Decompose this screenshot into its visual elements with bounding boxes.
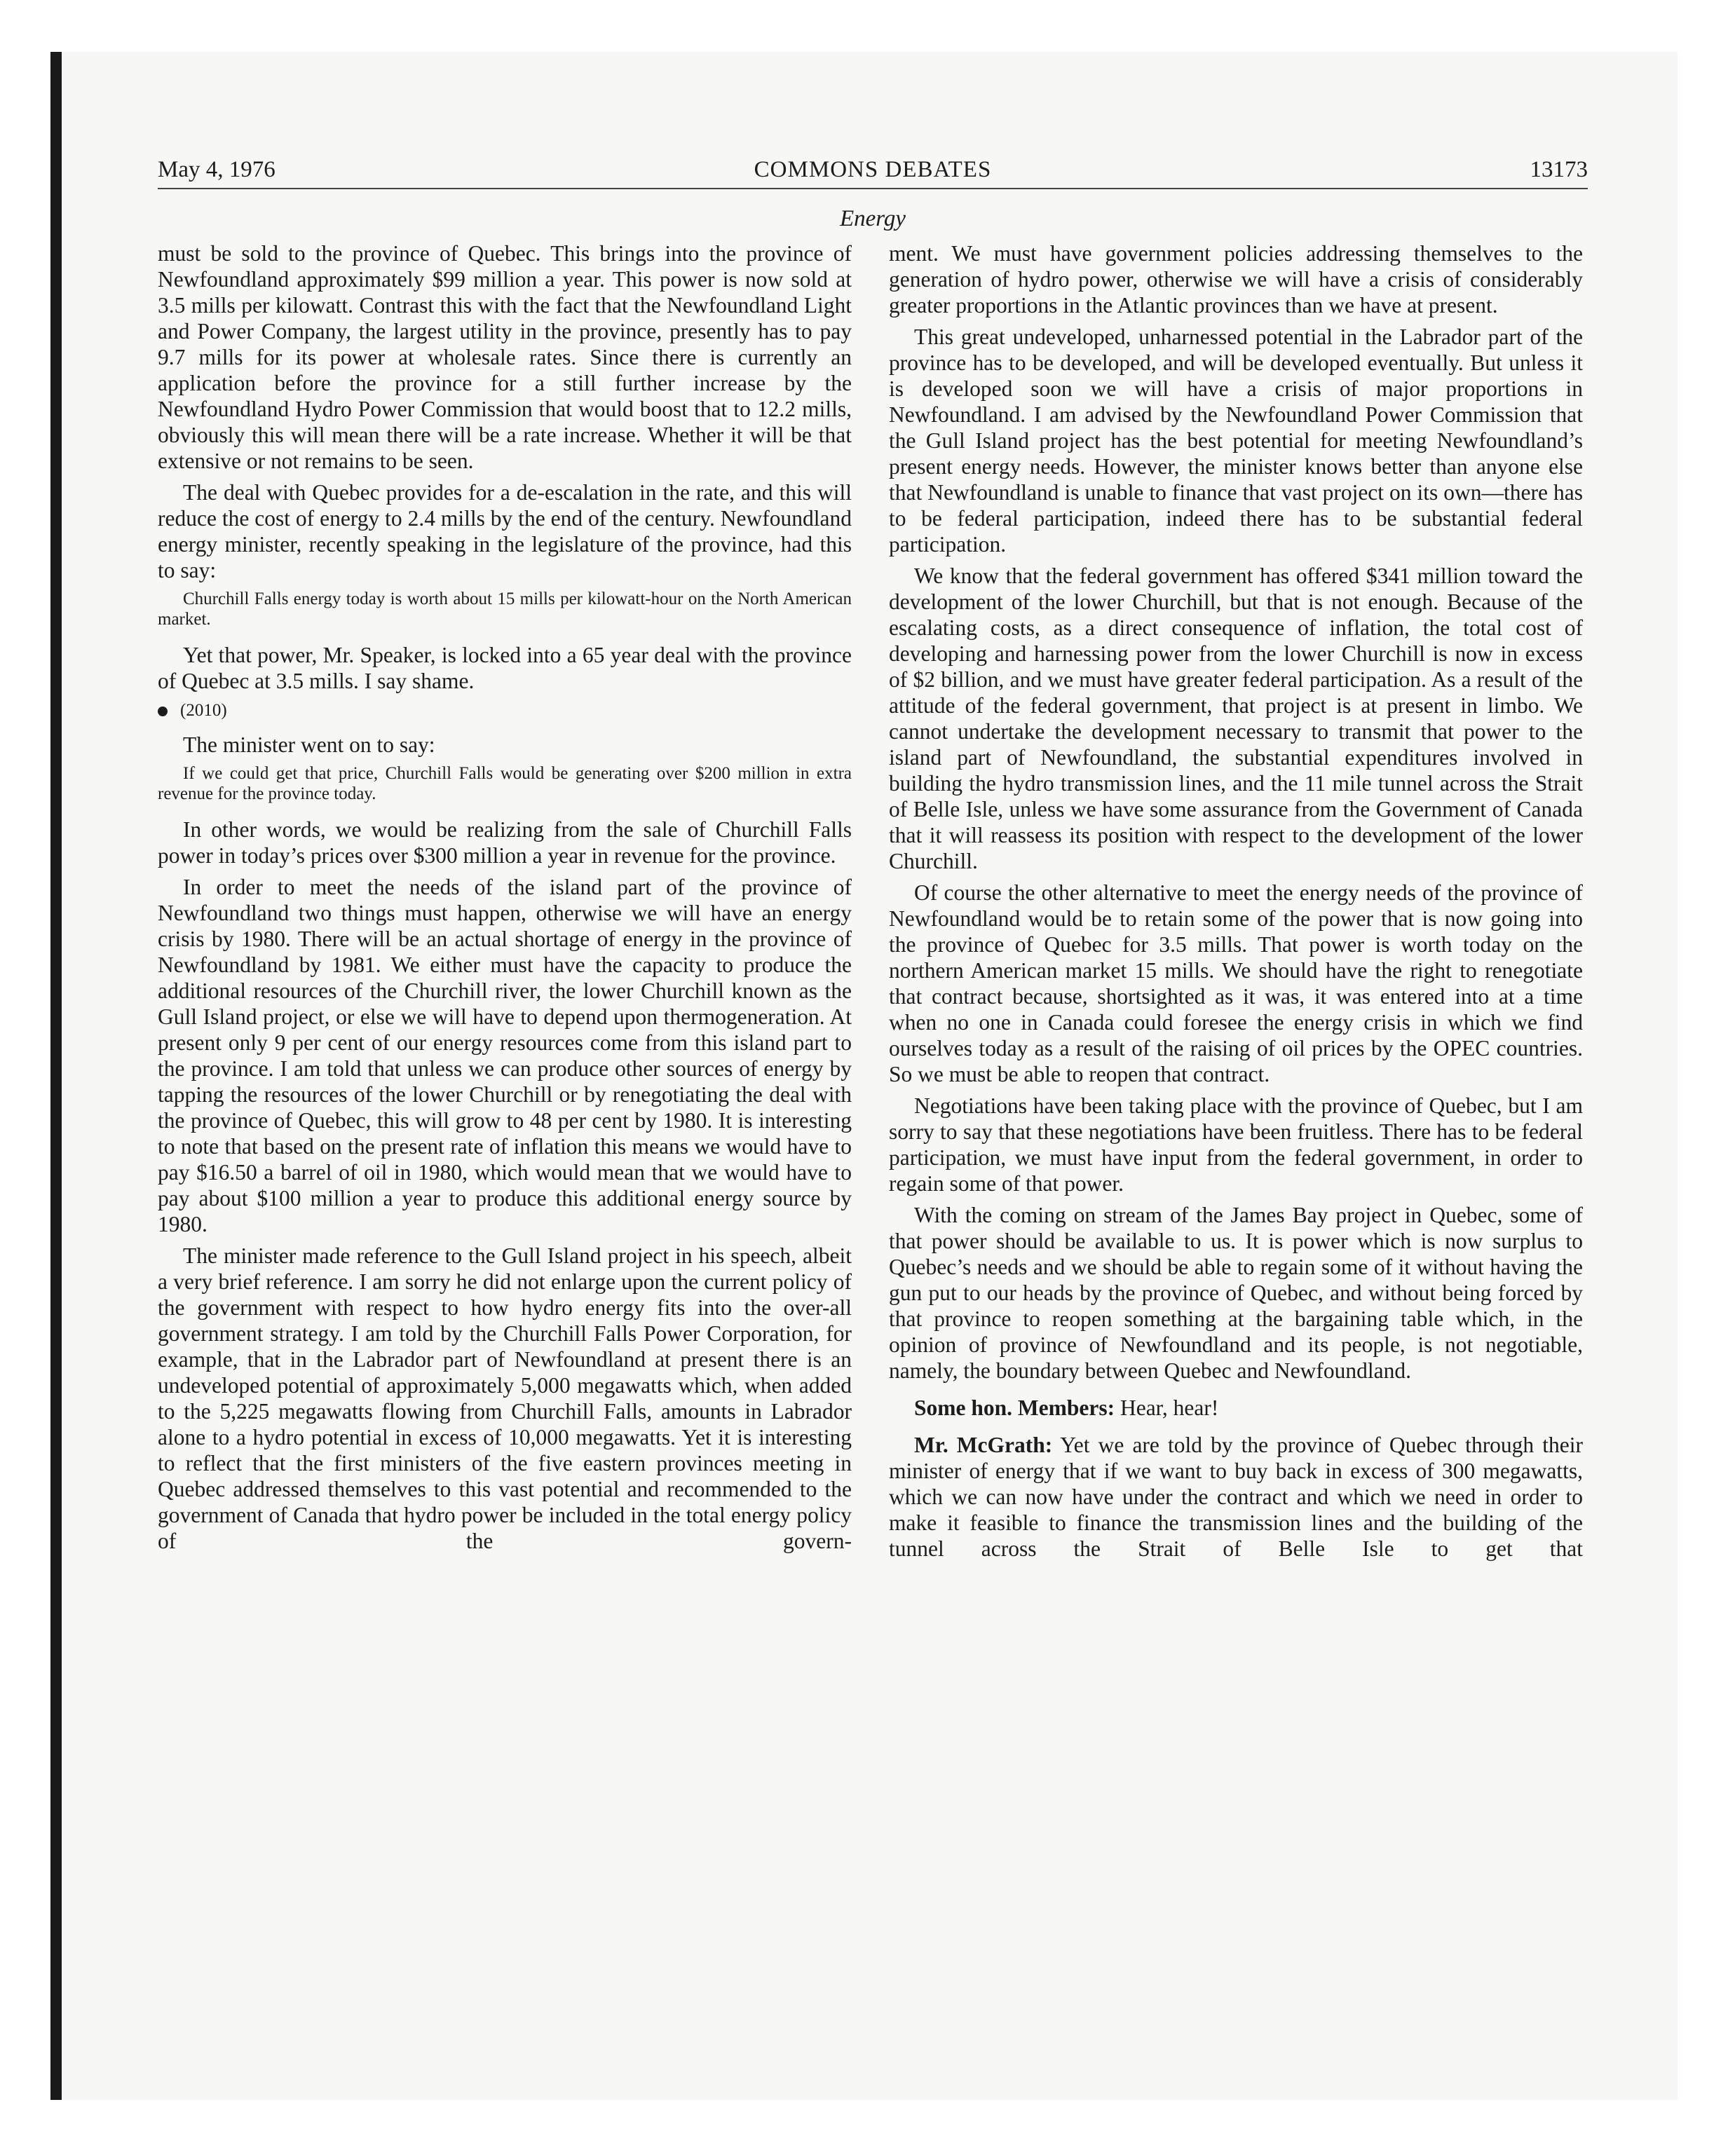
paragraph: We know that the federal government has offered $341 million toward the development of the lower Churchill, but that is not enough. Because of the escalating costs, as a direct consequence of inflation, the total cost of developing and harnessing power from the lower Churchill is now in excess of $2 billion, and we must have greater federal participation. As a result of the attitude of the federal government, that project is at present in limbo. We cannot undertake the development necessary to transmit that power to the island part of Newfoundland, the substantial expenditures involved in building the hydro transmission lines, and the 11 mile tunnel across the Strait of Belle Isle, unless we have some assurance from the Government of Canada that it will reassess its position with respect to the development of the lower Churchill. [889, 564, 1583, 873]
paragraph: Of course the other alternative to meet the energy needs of the province of Newfoundland would be to retain some of the power that is now going into the province of Quebec for 3.5 mills. That power is worth today on the northern American market 15 mills. We should have the right to renegotiate that contract because, shortsighted as it was, it was entered into at a time when no one in Canada could foresee the energy crisis in which we find ourselves today as a result of the raising of oil prices by the OPEC countries. So we must be able to reopen that contract. [889, 880, 1583, 1086]
interjection-text: Hear, hear! [1120, 1396, 1219, 1420]
paragraph: Negotiations have been taking place with the province of Quebec, but I am sorry to say that these negotiations have been fruitless. There has to be federal participation, we must have input from the federal government, in order to regain some of that power. [889, 1093, 1583, 1196]
speech-paragraph [889, 1432, 1583, 1562]
interjection [889, 1395, 1583, 1421]
paragraph: Yet that power, Mr. Speaker, is locked into a 65 year deal with the province of Quebec at 3.5 mills. I say shame. [158, 643, 852, 693]
speaker-name: Mr. McGrath: [914, 1433, 1053, 1457]
block-quote: Churchill Falls energy today is worth about 15 mills per kilowatt-hour on the North American market. [158, 589, 852, 629]
paragraph: The minister made reference to the Gull Island project in his speech, albeit a very brief reference. I am sorry he did not enlarge upon the current policy of the government with respect to how hydro energy fits into the over-all government strategy. I am told by the Churchill Falls Power Corporation, for example, that in the Labrador part of Newfoundland at present there is an undeveloped potential of approximately 5,000 megawatts which, when added to the 5,225 megawatts flowing from Churchill Falls, amounts in Labrador alone to a hydro potential in excess of 10,000 megawatts. Yet it is interesting to reflect that the first ministers of the five eastern provinces meeting in Quebec addressed themselves to this vast potential and recommended to the government of Canada that hydro power be included in the total energy policy of the govern- [158, 1243, 852, 1553]
header-date: May 4, 1976 [158, 157, 275, 182]
time-marker [158, 700, 852, 722]
paragraph: ment. We must have government policies addressing themselves to the generation of hydro power, otherwise we will have a crisis of considerably greater proportions in the Atlantic provinces than we have at present. [889, 241, 1583, 318]
paragraph: With the coming on stream of the James Bay project in Quebec, some of that power should be available to us. It is power which is now surplus to Quebec’s needs and we should be able to regain some of it without having the gun put to our heads by the province of Quebec, and without being forced by that province to reopen something at the bargaining table which, in the opinion of province of Newfoundland and its people, is not negotiable, namely, the boundary between Quebec and Newfoundland. [889, 1203, 1583, 1383]
paragraph: The deal with Quebec provides for a de-escalation in the rate, and this will reduce the cost of energy to 2.4 mills by the end of the century. Newfoundland energy minister, recently speaking in the legislature of the province, had this to say: [158, 480, 852, 582]
scan-binding-edge [50, 52, 62, 2100]
paragraph: In other words, we would be realizing from the sale of Churchill Falls power in today’s prices over $300 million a year in revenue for the province. [158, 817, 852, 868]
speech-text: Yet we are told by the province of Quebec through their minister of energy that if we want to buy back in excess of 300 megawatts, which we can now have under the contract and which we need in order to make it feasible to finance the transmission lines and the building of the tunnel across the Strait of Belle Isle to get that [889, 1433, 1583, 1561]
paragraph: must be sold to the province of Quebec. This brings into the province of Newfoundland approximately $99 million a year. This power is now sold at 3.5 mills per kilowatt. Contrast this with the fact that the Newfoundland Light and Power Company, the largest utility in the province, presently has to pay 9.7 mills for its power at wholesale rates. Since there is currently an application before the province for a still further increase by the Newfoundland Hydro Power Commission that would boost that to 12.2 mills, obviously this will mean there will be a rate increase. Whether it will be that extensive or not remains to be seen. [158, 241, 852, 473]
time-marker-text: (2010) [180, 701, 227, 720]
speaker-name: Some hon. Members: [914, 1396, 1115, 1420]
header-page-number: 13173 [1530, 157, 1588, 182]
page-header [158, 156, 1588, 189]
block-quote: If we could get that price, Churchill Falls would be generating over $200 million in extra revenue for the province today. [158, 764, 852, 803]
bullet-icon [158, 707, 168, 716]
left-column [158, 240, 852, 1560]
paragraph: The minister went on to say: [183, 732, 435, 757]
paragraph: This great undeveloped, unharnessed potential in the Labrador part of the province has to be developed, and will be developed eventually. But unless it is developed soon we will have a crisis of major proportions in Newfoundland. I am advised by the Newfoundland Power Commission that the Gull Island project has the best potential for meeting Newfoundland’s present energy needs. However, the minister knows better than anyone else that Newfoundland is unable to finance that vast project on its own—there has to be federal participation, indeed there has to be substantial federal participation. [889, 325, 1583, 557]
header-title: COMMONS DEBATES [754, 157, 992, 182]
paragraph: In order to meet the needs of the island part of the province of Newfoundland two things must happen, otherwise we will have an energy crisis by 1980. There will be an actual shortage of energy in the province of Newfoundland by 1981. We either must have the capacity to produce the additional resources of the Churchill river, the lower Churchill known as the Gull Island project, or else we will have to depend upon thermogeneration. At present only 9 per cent of our energy resources come from this island part to the province. I am told that unless we can produce other sources of energy by tapping the resources of the lower Churchill or by renegotiating the deal with the province of Quebec, this will grow to 48 per cent by 1980. It is interesting to note that based on the present rate of inflation this means we would have to pay $16.50 a barrel of oil in 1980, which would mean that we would have to pay about $100 million a year to produce this additional energy source by 1980. [158, 875, 852, 1236]
section-heading: Energy [839, 206, 906, 231]
right-column [889, 240, 1583, 1567]
